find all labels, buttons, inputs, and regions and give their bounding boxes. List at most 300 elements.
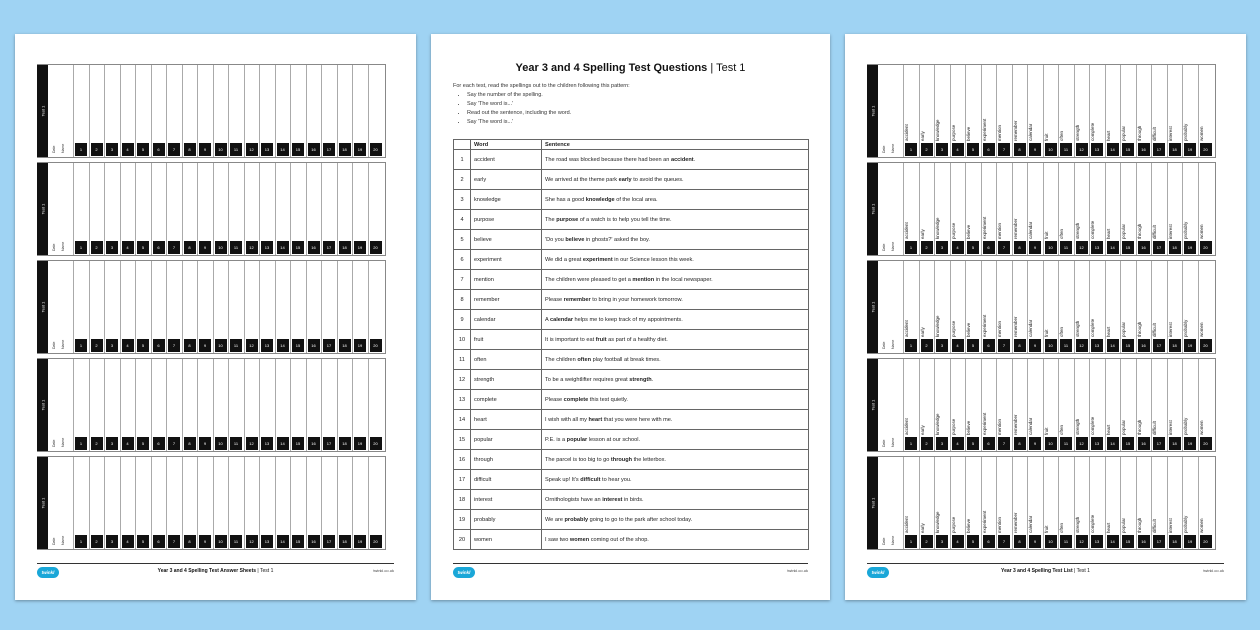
- answer-column[interactable]: [950, 359, 965, 451]
- answer-column[interactable]: [182, 261, 197, 353]
- answer-column[interactable]: [182, 359, 197, 451]
- answer-column[interactable]: [352, 65, 367, 157]
- answer-column[interactable]: [259, 163, 274, 255]
- answer-column[interactable]: [290, 163, 305, 255]
- strip-meta: [879, 261, 901, 353]
- column-word: accident: [904, 320, 909, 337]
- answer-column[interactable]: [1151, 457, 1166, 549]
- column-number: 9: [199, 143, 211, 156]
- sentence-key-word: women: [569, 536, 590, 543]
- answer-column[interactable]: [259, 359, 274, 451]
- answer-column[interactable]: [1089, 163, 1104, 255]
- answer-strip: [37, 162, 386, 256]
- answer-column[interactable]: [1151, 163, 1166, 255]
- answer-column[interactable]: [197, 457, 212, 549]
- answer-column[interactable]: [352, 359, 367, 451]
- answer-column[interactable]: [89, 261, 104, 353]
- row-number: 5: [454, 230, 471, 250]
- table-row: [454, 390, 809, 410]
- answer-column[interactable]: [1151, 359, 1166, 451]
- column-number: 11: [1060, 535, 1072, 548]
- date-label: Date: [52, 341, 56, 349]
- answer-column[interactable]: [981, 163, 996, 255]
- answer-column[interactable]: [290, 261, 305, 353]
- answer-column[interactable]: [337, 261, 352, 353]
- answer-column[interactable]: [321, 359, 336, 451]
- answer-column[interactable]: [1027, 163, 1042, 255]
- answer-column[interactable]: [352, 457, 367, 549]
- answer-column[interactable]: [135, 163, 150, 255]
- column-number: 5: [137, 143, 149, 156]
- column-number: 5: [137, 241, 149, 254]
- answer-column[interactable]: [1182, 65, 1197, 157]
- answer-column[interactable]: [1074, 261, 1089, 353]
- column-word: difficult: [1152, 225, 1157, 239]
- answer-column[interactable]: [290, 457, 305, 549]
- answer-column[interactable]: [1027, 261, 1042, 353]
- answer-column[interactable]: [213, 359, 228, 451]
- answer-column[interactable]: [1012, 261, 1027, 353]
- column-word: early: [919, 425, 925, 435]
- answer-column[interactable]: [996, 261, 1011, 353]
- answer-column[interactable]: [73, 163, 88, 255]
- column-number: 2: [921, 143, 933, 156]
- column-number: 10: [1045, 535, 1057, 548]
- column-word: heart: [1105, 228, 1111, 239]
- column-word: early: [919, 229, 925, 239]
- strip-tab: [867, 65, 878, 157]
- answer-column[interactable]: [1089, 261, 1104, 353]
- answer-column[interactable]: [151, 457, 166, 549]
- column-word: purpose: [950, 320, 956, 337]
- answer-column[interactable]: [73, 359, 88, 451]
- answer-column[interactable]: [903, 65, 918, 157]
- sentence-key-word: remember: [563, 296, 591, 303]
- date-label: Date: [882, 243, 886, 251]
- row-word: through: [471, 450, 542, 470]
- answer-column[interactable]: [981, 65, 996, 157]
- answer-column[interactable]: [73, 65, 88, 157]
- answer-column[interactable]: [151, 65, 166, 157]
- answer-column[interactable]: [135, 261, 150, 353]
- answer-column[interactable]: [1012, 359, 1027, 451]
- answer-column[interactable]: [1136, 65, 1151, 157]
- answer-column[interactable]: [1043, 359, 1058, 451]
- answer-column[interactable]: [120, 261, 135, 353]
- answer-column[interactable]: [1151, 261, 1166, 353]
- answer-column[interactable]: [1058, 261, 1073, 353]
- column-number: 4: [122, 437, 134, 450]
- column-number: 6: [153, 241, 165, 254]
- answer-column[interactable]: [1027, 457, 1042, 549]
- answer-column[interactable]: [135, 457, 150, 549]
- answer-column[interactable]: [1198, 65, 1213, 157]
- table-row: [454, 250, 809, 270]
- column-number: 1: [905, 339, 917, 352]
- answer-column[interactable]: [151, 261, 166, 353]
- answer-column[interactable]: [120, 359, 135, 451]
- answer-column[interactable]: [352, 261, 367, 353]
- column-number: 20: [370, 339, 382, 352]
- row-word: often: [471, 350, 542, 370]
- answer-column[interactable]: [1198, 457, 1213, 549]
- answer-column[interactable]: [934, 163, 949, 255]
- column-number: 3: [936, 437, 948, 450]
- answer-column[interactable]: [1120, 65, 1135, 157]
- answer-column[interactable]: [1120, 457, 1135, 549]
- column-number: 10: [215, 143, 227, 156]
- answer-column[interactable]: [259, 261, 274, 353]
- answer-column[interactable]: [275, 261, 290, 353]
- column-word: often: [1059, 522, 1064, 533]
- answer-column[interactable]: [89, 65, 104, 157]
- table-row: [454, 310, 809, 330]
- answer-column[interactable]: [151, 359, 166, 451]
- answer-column[interactable]: [903, 163, 918, 255]
- answer-column[interactable]: [919, 359, 934, 451]
- answer-column[interactable]: [290, 65, 305, 157]
- column-number: 13: [261, 241, 273, 254]
- column-number: 5: [137, 339, 149, 352]
- answer-column[interactable]: [259, 65, 274, 157]
- answer-column[interactable]: [1043, 457, 1058, 549]
- answer-column[interactable]: [1105, 65, 1120, 157]
- answer-column[interactable]: [290, 359, 305, 451]
- column-number: 3: [936, 143, 948, 156]
- answer-column[interactable]: [89, 163, 104, 255]
- answer-column[interactable]: [1058, 163, 1073, 255]
- answer-column[interactable]: [965, 163, 980, 255]
- answer-column[interactable]: [197, 261, 212, 353]
- answer-column[interactable]: [1027, 359, 1042, 451]
- answer-column[interactable]: [950, 65, 965, 157]
- column-word: remember: [1012, 120, 1018, 141]
- column-word: often: [1059, 228, 1064, 239]
- answer-column[interactable]: [104, 163, 119, 255]
- answer-column[interactable]: [1167, 65, 1182, 157]
- column-number: 16: [308, 339, 320, 352]
- answer-column[interactable]: [368, 457, 383, 549]
- table-row: [454, 510, 809, 530]
- answer-column[interactable]: [337, 359, 352, 451]
- answer-column[interactable]: [352, 163, 367, 255]
- answer-column[interactable]: [1182, 163, 1197, 255]
- answer-column[interactable]: [996, 457, 1011, 549]
- answer-column[interactable]: [321, 457, 336, 549]
- column-word: through: [1136, 517, 1142, 533]
- column-number: 7: [998, 339, 1010, 352]
- answer-column[interactable]: [965, 359, 980, 451]
- twinkl-logo: twinkl: [453, 567, 475, 578]
- answer-column[interactable]: [1105, 359, 1120, 451]
- answer-column[interactable]: [368, 65, 383, 157]
- answer-column[interactable]: [1105, 163, 1120, 255]
- row-number: 1: [454, 150, 471, 170]
- answer-strip: [867, 358, 1216, 452]
- answer-column[interactable]: [965, 457, 980, 549]
- answer-column[interactable]: [1074, 457, 1089, 549]
- answer-column[interactable]: [1043, 65, 1058, 157]
- column-number: 14: [277, 535, 289, 548]
- answer-column[interactable]: [213, 261, 228, 353]
- answer-column[interactable]: [104, 261, 119, 353]
- column-word: calendar: [1028, 123, 1033, 141]
- answer-column[interactable]: [275, 457, 290, 549]
- column-number: 3: [106, 241, 118, 254]
- column-word: believe: [966, 518, 971, 533]
- instructions: [453, 82, 630, 127]
- answer-column[interactable]: [244, 359, 259, 451]
- answer-column[interactable]: [903, 359, 918, 451]
- column-number: 19: [354, 535, 366, 548]
- answer-column[interactable]: [934, 65, 949, 157]
- answer-column[interactable]: [321, 261, 336, 353]
- column-number: 7: [998, 437, 1010, 450]
- answer-column[interactable]: [337, 65, 352, 157]
- column-number: 17: [323, 339, 335, 352]
- answer-column[interactable]: [1089, 65, 1104, 157]
- column-number: 1: [905, 535, 917, 548]
- answer-column[interactable]: [903, 457, 918, 549]
- row-sentence: The children often play football at break times.: [542, 350, 809, 370]
- answer-column[interactable]: [275, 359, 290, 451]
- row-number: 3: [454, 190, 471, 210]
- answer-column[interactable]: [104, 65, 119, 157]
- answer-column[interactable]: [166, 359, 181, 451]
- answer-column[interactable]: [1198, 261, 1213, 353]
- table-row: [454, 210, 809, 230]
- answer-column[interactable]: [919, 261, 934, 353]
- answer-column[interactable]: [228, 65, 243, 157]
- answer-column[interactable]: [1120, 163, 1135, 255]
- answer-column[interactable]: [1167, 359, 1182, 451]
- answer-column[interactable]: [89, 359, 104, 451]
- answer-column[interactable]: [120, 163, 135, 255]
- strip-tab: [37, 261, 48, 353]
- answer-column[interactable]: [1074, 65, 1089, 157]
- sentence-key-word: mention: [632, 276, 655, 283]
- row-sentence: To be a weightlifter requires great strength.: [542, 370, 809, 390]
- answer-column[interactable]: [244, 457, 259, 549]
- row-number: 6: [454, 250, 471, 270]
- answer-column[interactable]: [996, 359, 1011, 451]
- column-number: 11: [1060, 437, 1072, 450]
- answer-column[interactable]: [182, 163, 197, 255]
- answer-column[interactable]: [244, 163, 259, 255]
- answer-column[interactable]: [1167, 163, 1182, 255]
- answer-column[interactable]: [1198, 163, 1213, 255]
- answer-column[interactable]: [950, 163, 965, 255]
- answer-column[interactable]: [981, 359, 996, 451]
- answer-column[interactable]: [1136, 359, 1151, 451]
- answer-column[interactable]: [228, 359, 243, 451]
- answer-column[interactable]: [166, 261, 181, 353]
- answer-column[interactable]: [903, 261, 918, 353]
- answer-column[interactable]: [1182, 261, 1197, 353]
- answer-column[interactable]: [213, 65, 228, 157]
- answer-column[interactable]: [1182, 359, 1197, 451]
- answer-column[interactable]: [337, 163, 352, 255]
- answer-column[interactable]: [965, 261, 980, 353]
- name-label: Name: [891, 241, 895, 251]
- name-label: Name: [891, 339, 895, 349]
- answer-column[interactable]: [306, 457, 321, 549]
- column-word: remember: [1012, 316, 1018, 337]
- answer-column[interactable]: [73, 261, 88, 353]
- column-word: calendar: [1028, 319, 1033, 337]
- column-number: 16: [1138, 143, 1150, 156]
- answer-column[interactable]: [1012, 457, 1027, 549]
- column-word: complete: [1090, 122, 1095, 141]
- answer-column[interactable]: [321, 65, 336, 157]
- answer-column[interactable]: [213, 163, 228, 255]
- answer-column[interactable]: [228, 163, 243, 255]
- answer-column[interactable]: [306, 163, 321, 255]
- answer-column[interactable]: [1089, 457, 1104, 549]
- answer-column[interactable]: [321, 163, 336, 255]
- answer-column[interactable]: [1058, 65, 1073, 157]
- answer-column[interactable]: [950, 457, 965, 549]
- row-sentence: The road was blocked because there had been an accident.: [542, 150, 809, 170]
- answer-column[interactable]: [182, 65, 197, 157]
- answer-column[interactable]: [1058, 457, 1073, 549]
- answer-column[interactable]: [89, 457, 104, 549]
- answer-column[interactable]: [1136, 457, 1151, 549]
- answer-column[interactable]: [213, 457, 228, 549]
- column-number: 17: [1153, 437, 1165, 450]
- answer-column[interactable]: [1012, 163, 1027, 255]
- column-number: 6: [983, 143, 995, 156]
- table-row: [454, 270, 809, 290]
- answer-column[interactable]: [1012, 65, 1027, 157]
- answer-column[interactable]: [104, 457, 119, 549]
- answer-column[interactable]: [919, 163, 934, 255]
- column-number: 4: [952, 339, 964, 352]
- strip-test-label: Test 1: [870, 399, 875, 411]
- column-word: complete: [1090, 514, 1095, 533]
- name-label: Name: [61, 143, 65, 153]
- answer-column[interactable]: [73, 457, 88, 549]
- answer-column[interactable]: [368, 163, 383, 255]
- answer-column[interactable]: [1120, 359, 1135, 451]
- answer-column[interactable]: [368, 261, 383, 353]
- answer-column[interactable]: [981, 261, 996, 353]
- strip-tab: [867, 359, 878, 451]
- answer-column[interactable]: [182, 457, 197, 549]
- answer-column[interactable]: [104, 359, 119, 451]
- answer-column[interactable]: [996, 163, 1011, 255]
- column-number: 13: [1091, 535, 1103, 548]
- table-row: [454, 190, 809, 210]
- column-number: 7: [168, 535, 180, 548]
- column-word: difficult: [1152, 127, 1157, 141]
- answer-column[interactable]: [1043, 163, 1058, 255]
- column-number: 19: [354, 437, 366, 450]
- column-number: 5: [967, 241, 979, 254]
- answer-column[interactable]: [259, 457, 274, 549]
- answer-column[interactable]: [1058, 359, 1073, 451]
- answer-column[interactable]: [1043, 261, 1058, 353]
- column-word: mention: [997, 124, 1002, 141]
- answer-column[interactable]: [197, 163, 212, 255]
- answer-column[interactable]: [934, 457, 949, 549]
- name-label: Name: [891, 143, 895, 153]
- answer-column[interactable]: [120, 457, 135, 549]
- answer-column[interactable]: [950, 261, 965, 353]
- answer-column[interactable]: [1074, 359, 1089, 451]
- row-sentence: P.E. is a popular lesson at our school.: [542, 430, 809, 450]
- answer-column[interactable]: [368, 359, 383, 451]
- answer-column[interactable]: [337, 457, 352, 549]
- answer-column[interactable]: [275, 65, 290, 157]
- answer-column[interactable]: [228, 261, 243, 353]
- answer-column[interactable]: [166, 65, 181, 157]
- answer-strip: [867, 64, 1216, 158]
- answer-column[interactable]: [1120, 261, 1135, 353]
- answer-column[interactable]: [135, 359, 150, 451]
- answer-column[interactable]: [306, 65, 321, 157]
- column-word: believe: [966, 126, 971, 141]
- answer-column[interactable]: [1151, 65, 1166, 157]
- answer-column[interactable]: [151, 163, 166, 255]
- column-number: 2: [91, 437, 103, 450]
- answer-column[interactable]: [244, 65, 259, 157]
- answer-column[interactable]: [1182, 457, 1197, 549]
- answer-column[interactable]: [197, 65, 212, 157]
- answer-column[interactable]: [1027, 65, 1042, 157]
- column-number: 2: [91, 339, 103, 352]
- answer-column[interactable]: [166, 163, 181, 255]
- answer-column[interactable]: [1105, 457, 1120, 549]
- answer-column[interactable]: [1074, 163, 1089, 255]
- column-number: 20: [370, 241, 382, 254]
- answer-column[interactable]: [244, 261, 259, 353]
- answer-column[interactable]: [135, 65, 150, 157]
- answer-column[interactable]: [981, 457, 996, 549]
- answer-column[interactable]: [934, 359, 949, 451]
- row-word: mention: [471, 270, 542, 290]
- column-word: heart: [1105, 130, 1111, 141]
- answer-sheet-page: [15, 34, 416, 600]
- column-number: 7: [168, 143, 180, 156]
- row-sentence: The children were pleased to get a mention in the local newspaper.: [542, 270, 809, 290]
- answer-column[interactable]: [166, 457, 181, 549]
- answer-column[interactable]: [197, 359, 212, 451]
- answer-column[interactable]: [919, 457, 934, 549]
- answer-column[interactable]: [965, 65, 980, 157]
- column-number: 8: [1014, 437, 1026, 450]
- sentence-key-word: interest: [602, 496, 623, 503]
- answer-column[interactable]: [228, 457, 243, 549]
- answer-column[interactable]: [1089, 359, 1104, 451]
- answer-column[interactable]: [306, 359, 321, 451]
- answer-column[interactable]: [1136, 163, 1151, 255]
- answer-column[interactable]: [1167, 261, 1182, 353]
- answer-column[interactable]: [120, 65, 135, 157]
- answer-column[interactable]: [275, 163, 290, 255]
- answer-column[interactable]: [934, 261, 949, 353]
- answer-column[interactable]: [919, 65, 934, 157]
- answer-column[interactable]: [1198, 359, 1213, 451]
- answer-column[interactable]: [306, 261, 321, 353]
- column-number: 8: [184, 339, 196, 352]
- column-number: 2: [91, 143, 103, 156]
- answer-column[interactable]: [1105, 261, 1120, 353]
- column-number: 18: [339, 241, 351, 254]
- answer-column[interactable]: [996, 65, 1011, 157]
- answer-column[interactable]: [1167, 457, 1182, 549]
- answer-column[interactable]: [1136, 261, 1151, 353]
